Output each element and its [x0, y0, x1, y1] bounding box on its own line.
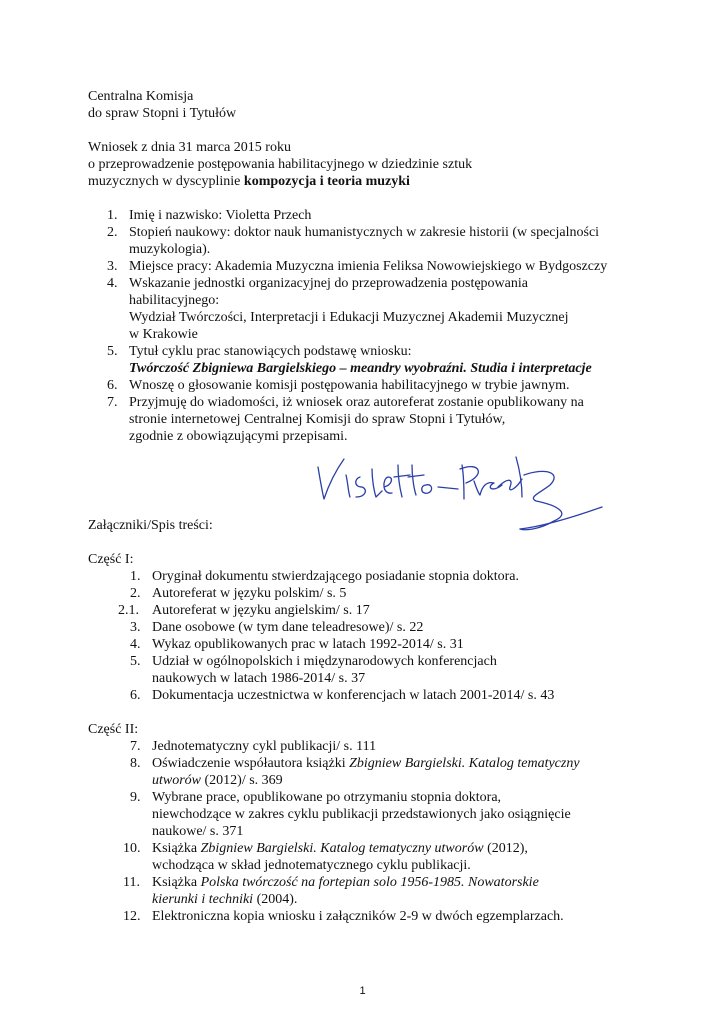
text-segment: niewchodzące w zakres cyklu publikacji przedstawionych jako osiągnięcie [152, 807, 571, 822]
item-text-line: Tytuł cyklu prac stanowiących podstawę wniosku: [129, 344, 412, 359]
italic-title: utworów [152, 773, 202, 788]
request-block [88, 139, 648, 190]
item-number: 7. [107, 395, 118, 410]
text-segment: Oświadczenie współautora książki [152, 756, 350, 771]
item-text-line: Oryginał dokumentu stwierdzającego posiadanie stopnia doktora. [152, 569, 520, 584]
main-list-item [107, 377, 667, 394]
item-text-line [152, 908, 690, 925]
item-number: 1. [107, 208, 118, 223]
request-discipline-line [88, 173, 648, 190]
item-text-line [152, 874, 690, 891]
item-number: 3. [130, 620, 141, 635]
text-segment: wchodząca w skład jednotematycznego cyklu publikacji. [152, 858, 471, 873]
item-text-line [152, 823, 690, 840]
part1-list [118, 568, 690, 704]
recipient-line-2: do spraw Stopni i Tytułów [88, 106, 237, 121]
part2-item [123, 908, 690, 925]
text-segment: (2012), [483, 841, 528, 856]
item-text-line: Udział w ogólnopolskich i międzynarodowych konferencjach [152, 654, 497, 669]
part1-item [130, 619, 690, 636]
main-list-item [107, 224, 667, 258]
part2-list [123, 738, 690, 925]
item-number: 5. [130, 654, 141, 669]
text-segment: Książka [152, 841, 201, 856]
text-segment: (2004). [253, 892, 298, 907]
part1-item [130, 687, 690, 704]
item-number: 9. [130, 790, 141, 805]
attachments-block [88, 517, 648, 534]
item-text-line [152, 806, 690, 823]
main-list-item [107, 394, 667, 445]
part1-item [130, 568, 690, 585]
main-list-item [107, 275, 667, 343]
text-segment: naukowe/ s. 371 [152, 824, 244, 839]
item-number: 8. [130, 756, 141, 771]
italic-title: kierunki i techniki [152, 892, 254, 907]
part1-item [130, 585, 690, 602]
italic-title: Zbigniew Bargielski. Katalog tematyczny utworów [200, 841, 484, 856]
item-text-line: Wydział Twórczości, Interpretacji i Edukacji Muzycznej Akademii Muzycznej [129, 310, 569, 325]
italic-title: Polska twórczość na fortepian solo 1956-1985. Nowatorskie [200, 875, 539, 890]
discipline-prefix: muzycznych w dyscyplinie [88, 174, 244, 189]
part1-item [130, 636, 690, 653]
item-number: 10. [123, 841, 141, 856]
item-number: 5. [107, 344, 118, 359]
main-list-item [107, 343, 667, 377]
item-text-line [152, 891, 690, 908]
item-text-line: Wnoszę o głosowanie komisji postępowania habilitacyjnego w trybie jawnym. [129, 378, 570, 393]
request-subject-line: o przeprowadzenie postępowania habilitacyjnego w dziedzinie sztuk [88, 157, 473, 172]
part1-item [118, 602, 690, 619]
item-text-line: Dane osobowe (w tym dane teleadresowe)/ s. 22 [152, 620, 424, 635]
item-text-line [152, 857, 690, 874]
item-text-line: Wykaz opublikowanych prac w latach 1992-2014/ s. 31 [152, 637, 464, 652]
part1-heading-block [88, 551, 648, 568]
text-segment: Książka [152, 875, 201, 890]
attachments-heading: Załączniki/Spis treści: [88, 518, 213, 533]
item-text-line [152, 840, 690, 857]
item-text-line: Autoreferat w języku angielskim/ s. 17 [152, 603, 370, 618]
item-text-line: zgodnie z obowiązującymi przepisami. [129, 429, 348, 444]
item-text-line: Stopień naukowy: doktor nauk humanistycznych w zakresie historii (w specjalności [129, 225, 600, 240]
discipline-name: kompozycja i teoria muzyki [243, 174, 410, 189]
item-text-line: Imię i nazwisko: Violetta Przech [129, 208, 312, 223]
item-number: 3. [107, 259, 118, 274]
item-text-line: habilitacyjnego: [129, 293, 220, 308]
item-number: 11. [123, 875, 140, 890]
part2-heading-block [88, 721, 648, 738]
main-list-item [107, 207, 667, 224]
text-segment: Elektroniczna kopia wniosku i załączników 2-9 w dwóch egzemplarzach. [152, 909, 564, 924]
part2-item [130, 755, 690, 789]
item-number: 4. [130, 637, 141, 652]
recipient-line-1: Centralna Komisja [88, 89, 194, 104]
item-number: 6. [107, 378, 118, 393]
item-text-line: Miejsce pracy: Akademia Muzyczna imienia Feliksa Nowowiejskiego w Bydgoszczy [129, 259, 608, 274]
part2-item [123, 840, 690, 874]
text-segment: Wybrane prace, opublikowane po otrzymaniu stopnia doktora, [152, 790, 502, 805]
item-number: 4. [107, 276, 118, 291]
item-text-line: Przyjmuję do wiadomości, iż wniosek oraz autoreferat zostanie opublikowany na [129, 395, 584, 410]
item-text-line: Wskazanie jednostki organizacyjnej do przeprowadzenia postępowania [129, 276, 528, 291]
page-number: 1 [359, 985, 366, 997]
request-date-line: Wniosek z dnia 31 marca 2015 roku [88, 140, 291, 155]
recipient-block [88, 88, 648, 122]
item-number: 1. [130, 569, 141, 584]
part2-item [130, 738, 690, 755]
item-number: 7. [130, 739, 141, 754]
part2-item [123, 874, 690, 908]
item-number: 12. [123, 909, 141, 924]
item-text-line [152, 755, 690, 772]
part1-item [130, 653, 690, 687]
item-text-line [152, 772, 690, 789]
item-number: 2. [107, 225, 118, 240]
item-text-line: Autoreferat w języku polskim/ s. 5 [152, 586, 347, 601]
item-text-line: stronie internetowej Centralnej Komisji do spraw Stopni i Tytułów, [129, 412, 506, 427]
item-text-line: naukowych w latach 1986-2014/ s. 37 [152, 671, 366, 686]
item-number: 2.1. [118, 603, 139, 618]
part1-heading: Część I: [88, 552, 134, 567]
item-text-line: w Krakowie [129, 327, 198, 342]
main-list [107, 207, 667, 445]
item-text-line: muzykologia). [129, 242, 211, 257]
italic-title: Zbigniew Bargielski. Katalog tematyczny [349, 756, 580, 771]
part2-item [130, 789, 690, 840]
item-number: 6. [130, 688, 141, 703]
main-list-item [107, 258, 667, 275]
part2-heading: Część II: [88, 722, 139, 737]
text-segment: Jednotematyczny cykl publikacji/ s. 111 [152, 739, 377, 754]
item-number: 2. [130, 586, 141, 601]
cycle-title: Twórczość Zbigniewa Bargielskiego – meandry wyobraźni. Studia i interpretacje [129, 361, 592, 376]
item-text-line [152, 789, 690, 806]
text-segment: (2012)/ s. 369 [201, 773, 283, 788]
item-text-line: Dokumentacja uczestnictwa w konferencjach w latach 2001-2014/ s. 43 [152, 688, 555, 703]
item-text-line [152, 738, 690, 755]
